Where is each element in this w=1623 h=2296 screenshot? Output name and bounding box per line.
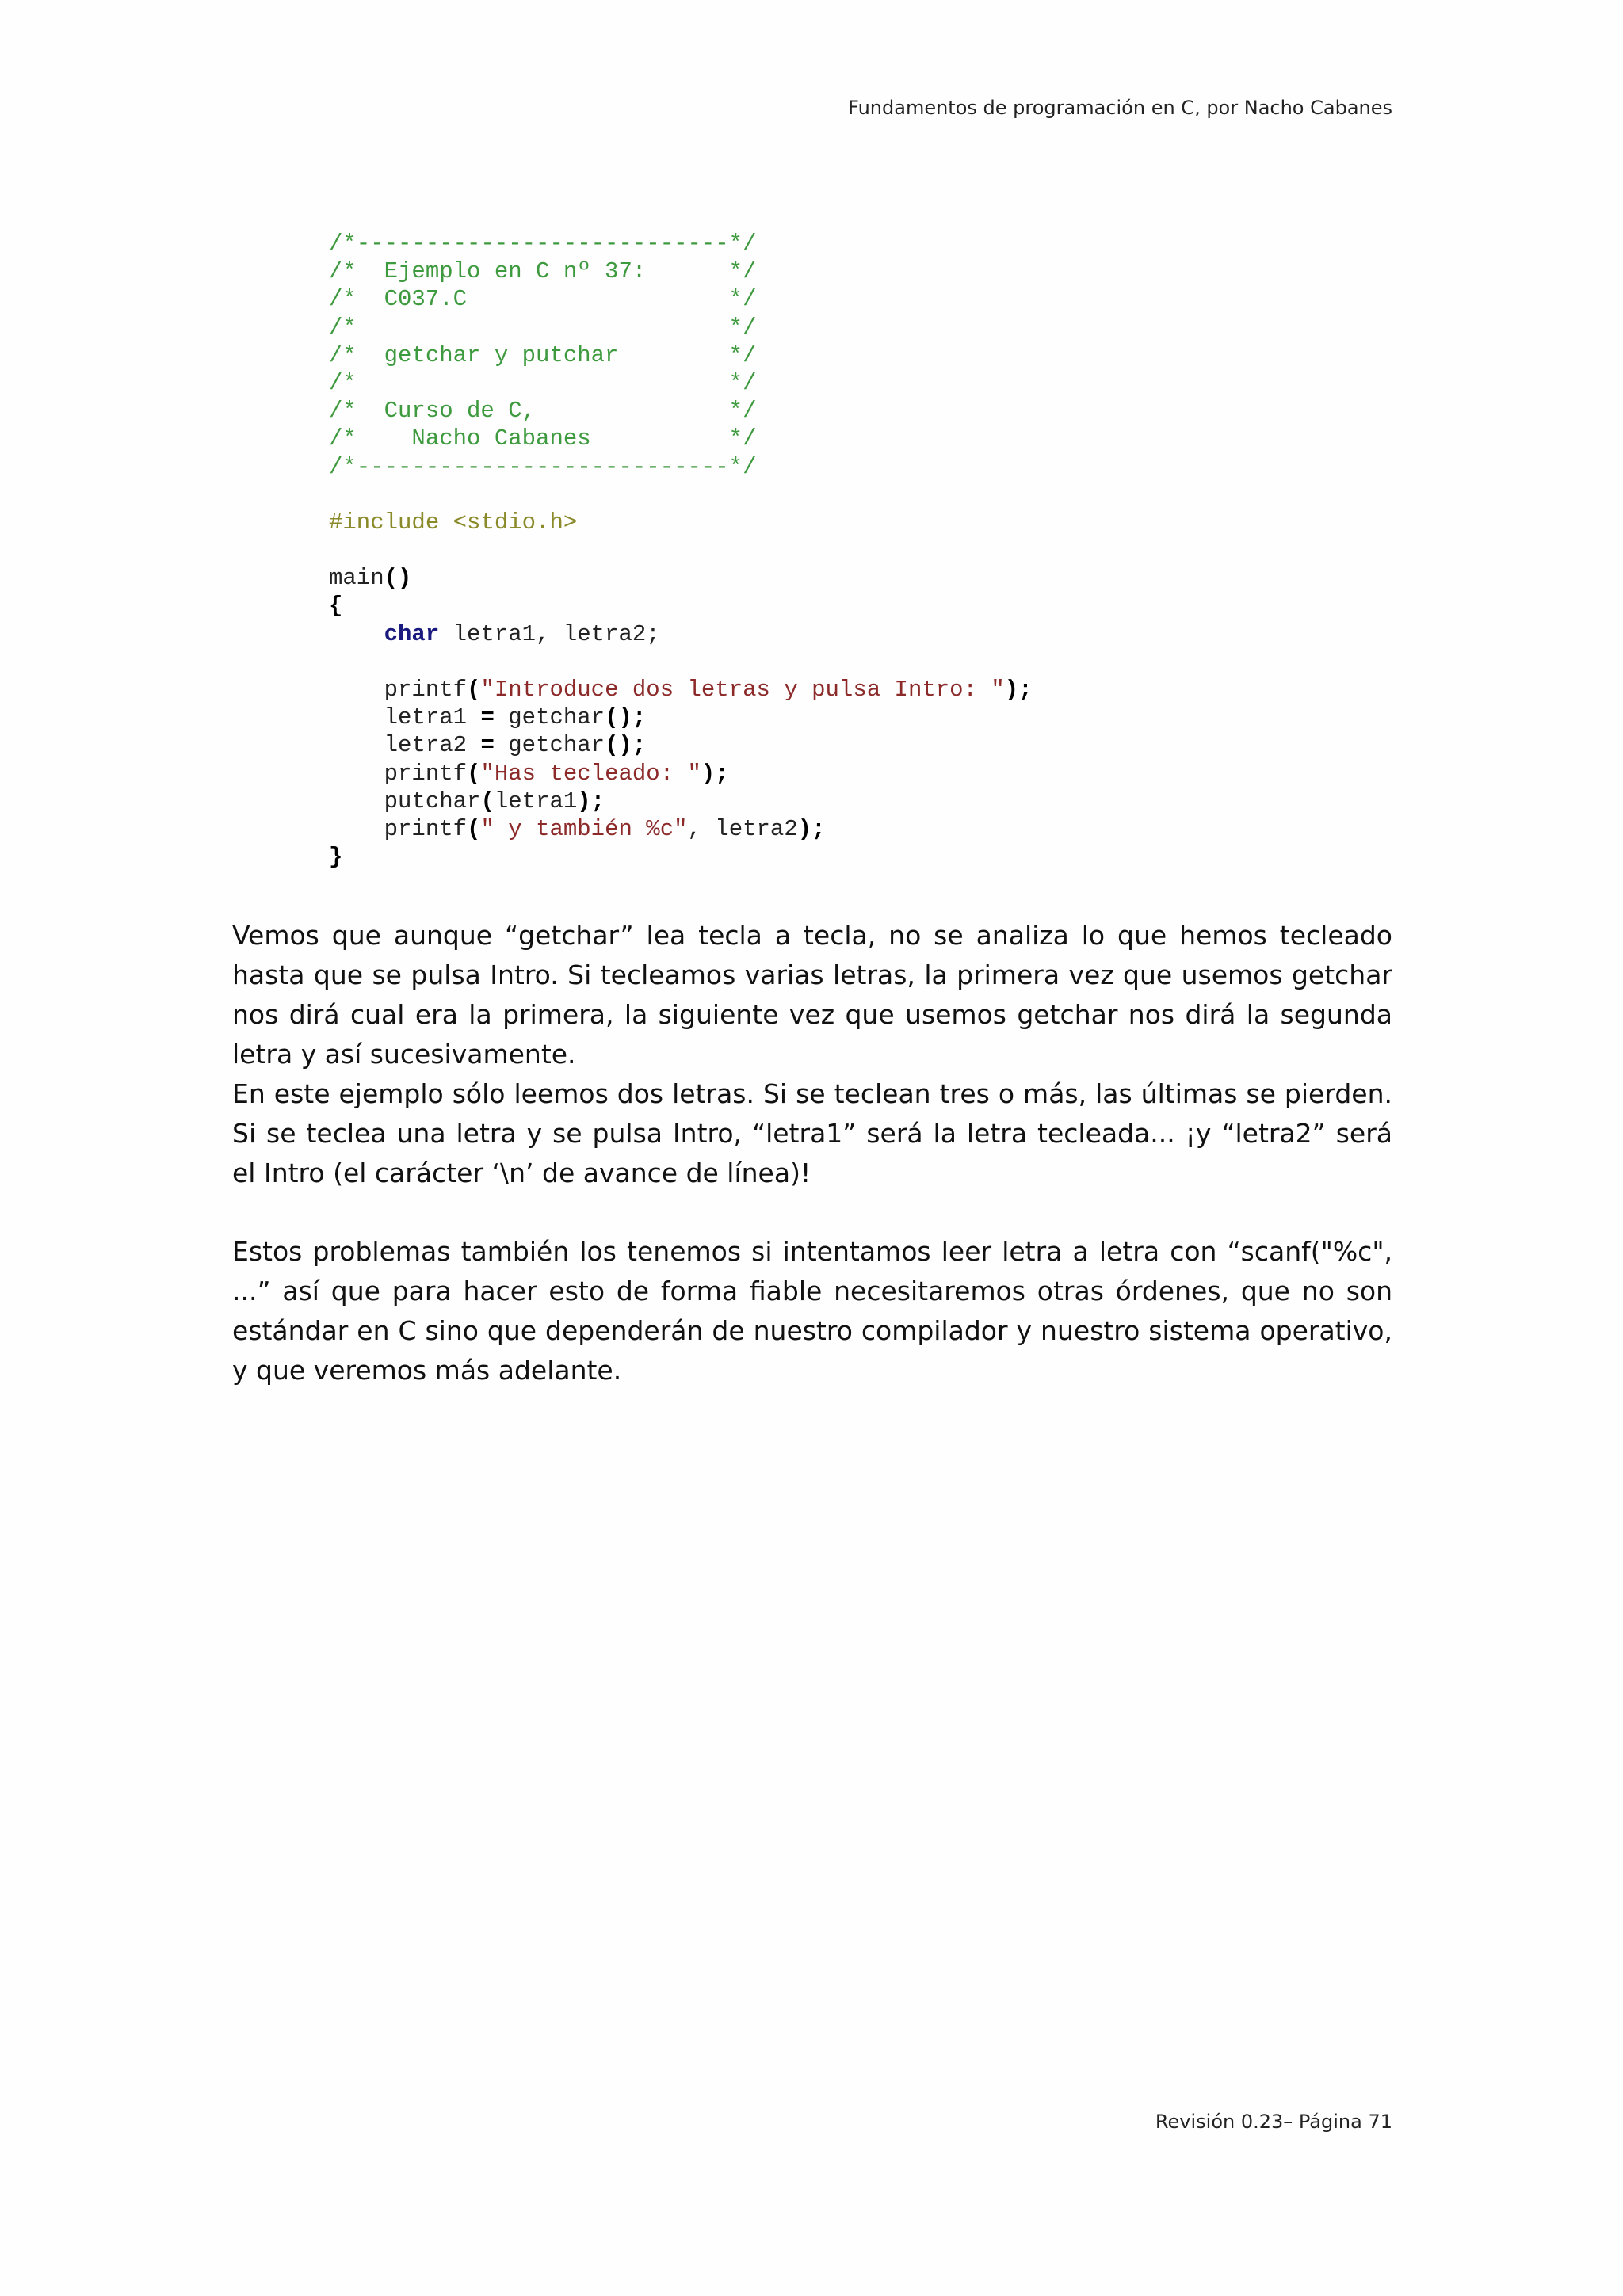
code-string: "Introduce dos letras y pulsa Intro: " (480, 677, 1005, 703)
code-open-paren: ( (480, 788, 495, 814)
code-open-brace: { (329, 593, 343, 620)
code-indent (329, 816, 384, 842)
code-blank-line (329, 536, 1090, 564)
code-include-line: #include <stdio.h> (329, 509, 578, 536)
code-getchar-line-1 (329, 704, 1090, 731)
code-comment-line: /* */ (329, 314, 757, 341)
code-close-paren: ); (701, 760, 729, 787)
code-comment-line: /* C037.C */ (329, 286, 757, 313)
code-open-paren: ( (467, 815, 481, 842)
code-putchar-line (329, 788, 1090, 815)
code-keyword-char: char (384, 620, 440, 647)
code-printf-args: , letra2 (687, 815, 798, 842)
code-printf-name: printf (384, 815, 468, 842)
code-comment-line: /*---------------------------*/ (329, 453, 757, 480)
code-main-parens: () (384, 565, 412, 592)
code-comment-line: /* getchar y putchar */ (329, 341, 757, 368)
code-main-line (329, 564, 1090, 592)
code-indent (329, 621, 384, 647)
code-decl-rest: letra1, letra2; (439, 620, 660, 647)
code-main-name: main (329, 565, 384, 592)
code-getchar-call: getchar (494, 704, 605, 731)
code-var-letra1: letra1 (384, 704, 481, 731)
code-close-paren: ); (797, 815, 826, 842)
code-close-paren: ); (577, 788, 605, 814)
code-call-parens: (); (605, 732, 647, 759)
code-printf-line-3 (329, 815, 1090, 843)
code-blank-line (329, 481, 1090, 509)
code-comment-line: /*---------------------------*/ (329, 231, 757, 257)
code-comment-line: /* Curso de C, */ (329, 398, 757, 425)
code-comment-line: /* Nacho Cabanes */ (329, 425, 757, 452)
code-open-paren: ( (467, 760, 481, 787)
code-printf-name: printf (384, 760, 468, 787)
body-paragraph: Estos problemas también los tenemos si intentamos leer letra a letra con “scanf("%c", ...” así que para hacer esto de forma fiable necesitaremos otras órdenes, que no son estándar en C sino que dependerán de nuestro compilador y nuestro sistema operativo, y que veremos más adelante. (232, 1236, 1392, 1386)
code-string: " y también %c" (480, 815, 688, 842)
code-indent (329, 732, 384, 758)
code-equals: = (480, 704, 495, 731)
code-getchar-call: getchar (494, 732, 605, 759)
code-indent (329, 677, 384, 703)
code-indent (329, 704, 384, 730)
body-paragraph: En este ejemplo sólo leemos dos letras. Si se teclean tres o más, las últimas se pierden. Si se teclea una letra y se pulsa Intro, “letra1” será la letra tecleada... ¡y “letra2” será el Intro (el carácter ‘\n’ de avance de línea)! (232, 1078, 1392, 1188)
code-printf-name: printf (384, 677, 468, 703)
code-indent (329, 761, 384, 787)
code-call-parens: (); (605, 704, 647, 731)
code-close-paren: ); (1004, 677, 1033, 703)
code-comment-line: /* Ejemplo en C nº 37: */ (329, 258, 757, 285)
code-printf-line-1 (329, 676, 1090, 704)
code-printf-line-2 (329, 760, 1090, 788)
running-header: Fundamentos de programación en C, por Nacho Cabanes (848, 97, 1392, 119)
code-putchar-arg: letra1 (494, 788, 578, 814)
code-equals: = (480, 732, 495, 759)
code-var-letra2: letra2 (384, 732, 481, 759)
code-indent (329, 788, 384, 814)
code-blank-line (329, 648, 1090, 676)
code-string: "Has tecleado: " (480, 760, 701, 787)
code-listing (329, 230, 1090, 871)
page-footer: Revisión 0.23– Página 71 (1155, 2111, 1392, 2133)
code-comment-line: /* */ (329, 369, 757, 396)
code-open-paren: ( (467, 677, 481, 703)
code-putchar-name: putchar (384, 788, 481, 814)
code-decl-line (329, 620, 1090, 648)
code-getchar-line-2 (329, 731, 1090, 759)
body-paragraph: Vemos que aunque “getchar” lea tecla a tecla, no se analiza lo que hemos tecleado hasta que se pulsa Intro. Si tecleamos varias letras, la primera vez que usemos getchar nos dirá cual era la primera, la siguiente vez que usemos getchar nos dirá la segunda letra y así sucesivamente. (232, 920, 1392, 1070)
code-close-brace: } (329, 844, 343, 871)
